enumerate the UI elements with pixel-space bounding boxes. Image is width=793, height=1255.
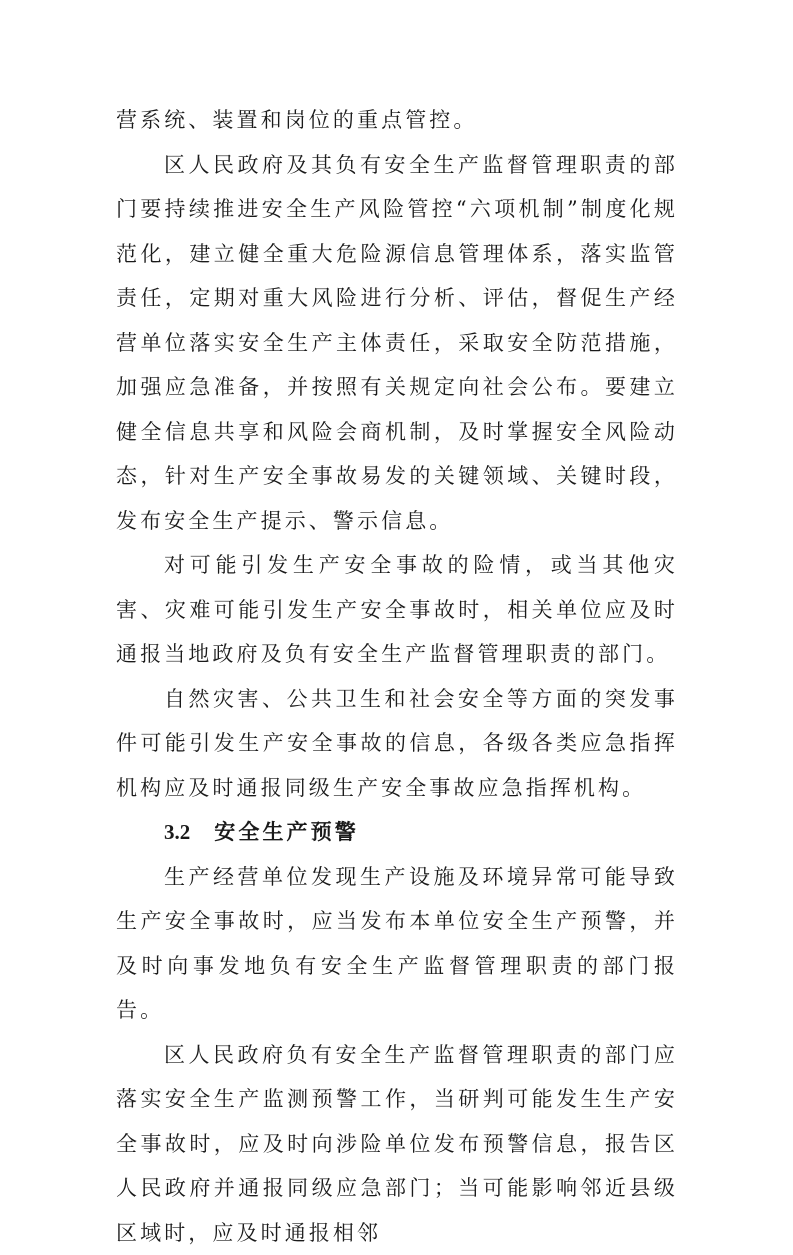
paragraph-unit-warning: 生产经营单位发现生产设施及环境异常可能导致生产安全事故时，应当发布本单位安全生产预警，并及时向事发地负有安全生产监督管理职责的部门报告。 [116, 855, 678, 1033]
paragraph-continuation: 营系统、装置和岗位的重点管控。 [116, 98, 678, 143]
section-number: 3.2 [164, 820, 190, 844]
paragraph-risk-control: 区人民政府及其负有安全生产监督管理职责的部门要持续推进安全生产风险管控“六项机制”制度化规范化，建立健全重大危险源信息管理体系，落实监管责任，定期对重大风险进行分析、评估，督促生产经营单位落实安全生产主体责任，采取安全防范措施，加强应急准备，并按照有关规定向社会公布。要建立健全信息共享和风险会商机制，及时掌握安全风险动态，针对生产安全事故易发的关键领域、关键时段，发布安全生产提示、警示信息。 [116, 143, 678, 544]
section-heading [116, 810, 678, 855]
paragraph-emergency-notice: 自然灾害、公共卫生和社会安全等方面的突发事件可能引发生产安全事故的信息，各级各类应急指挥机构应及时通报同级生产安全事故应急指挥机构。 [116, 677, 678, 811]
document-body [116, 98, 678, 1255]
paragraph-government-warning: 区人民政府负有安全生产监督管理职责的部门应落实安全生产监测预警工作，当研判可能发生生产安全事故时，应及时向涉险单位发布预警信息，报告区人民政府并通报同级应急部门；当可能影响邻近县级区域时，应及时通报相邻 [116, 1033, 678, 1255]
paragraph-hazard-report: 对可能引发生产安全事故的险情，或当其他灾害、灾难可能引发生产安全事故时，相关单位应及时通报当地政府及负有安全生产监督管理职责的部门。 [116, 543, 678, 677]
section-title: 安全生产预警 [214, 819, 359, 844]
